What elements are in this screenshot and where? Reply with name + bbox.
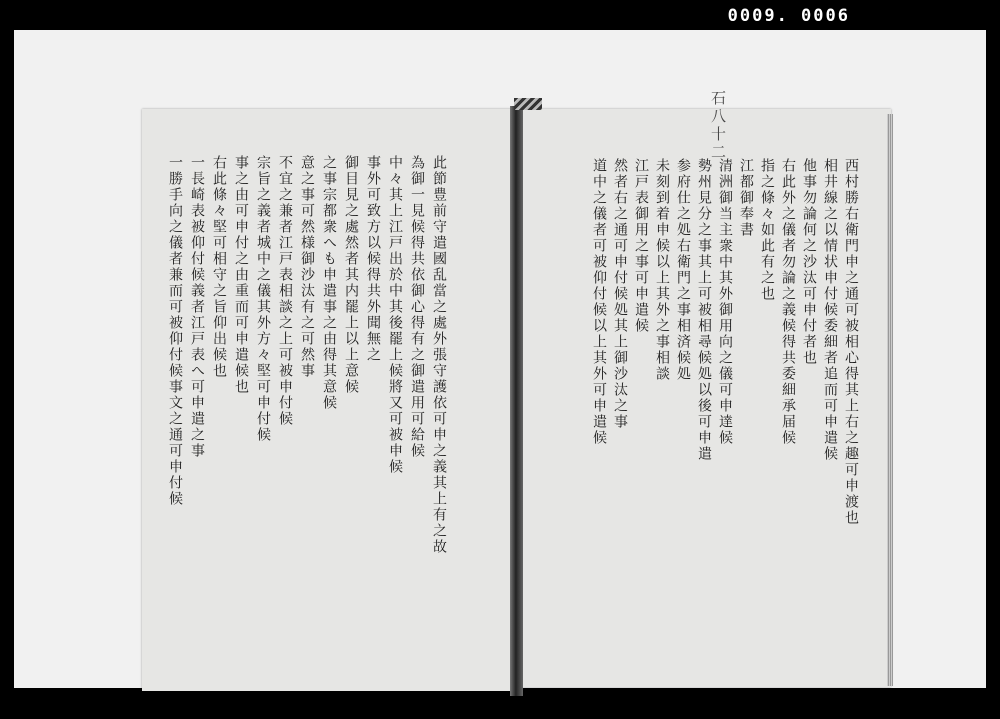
text-column: 清洲御当主衆中其外御用向之儀可申達候 [717, 158, 733, 446]
text-column: 道中之儀者可被仰付候以上其外可申遣候 [591, 158, 607, 446]
microfilm-mount [14, 30, 986, 688]
text-column: 勢州見分之事其上可被相尋候処以後可申遣 [696, 158, 712, 462]
text-column: 為御一見候得共依御心得有之御遣用可給候 [409, 155, 425, 459]
text-column: 江戸表御用之事可申遣候 [633, 158, 649, 334]
text-column: 他事勿論何之沙汰可申付者也 [801, 158, 817, 366]
text-column: 事外可致方以候得共外聞無之 [365, 155, 381, 363]
binding-tab [514, 98, 542, 110]
text-column: 西村勝右衛門申之通可被相心得其上右之趣可申渡也 [843, 158, 859, 526]
text-column: 此節豊前守遣國乱當之處外張守護依可申之義其上有之故 [431, 155, 447, 555]
text-column: 之事宗都衆へも申遣事之由得其意候 [321, 155, 337, 411]
text-column: 未刻到着申候以上其外之事相談 [654, 158, 670, 382]
text-column: 右此條々堅可相守之旨仰出候也 [211, 155, 227, 379]
text-column: 相井線之以情状申付候委細者追而可申遣候 [822, 158, 838, 462]
text-column: 参府仕之処右衛門之事相済候処 [675, 158, 691, 382]
book-binding [510, 106, 523, 696]
text-column: 指之條々如此有之也 [759, 158, 775, 302]
text-column: 江都御奉書 [738, 158, 754, 238]
marginal-note: 石八十二 [709, 90, 727, 162]
text-column: 事之由可申付之由重而可申遣候也 [233, 155, 249, 395]
frame-id-label: 0009. 0006 [727, 6, 850, 26]
text-column: 然者右之通可申付候処其上御沙汰之事 [612, 158, 628, 430]
text-column: 不宜之兼者江戸表相談之上可被申付候 [277, 155, 293, 427]
text-column: 右此外之儀者勿論之義候得共委細承届候 [780, 158, 796, 446]
text-column: 御目見之處然者其内罷上以上意候 [343, 155, 359, 395]
text-column: 宗旨之義者城中之儀其外方々堅可申付候 [255, 155, 271, 443]
text-column: 中々其上江戸出於中其後罷上候將又可被申候 [387, 155, 403, 475]
text-column: 一長崎表被仰付候義者江戸表へ可申遣之事 [189, 155, 205, 459]
page-edges [887, 114, 893, 686]
text-column: 意之事可然様御沙汰有之可然事 [299, 155, 315, 379]
text-column: 一勝手向之儀者兼而可被仰付候事文之通可申付候 [167, 155, 183, 507]
